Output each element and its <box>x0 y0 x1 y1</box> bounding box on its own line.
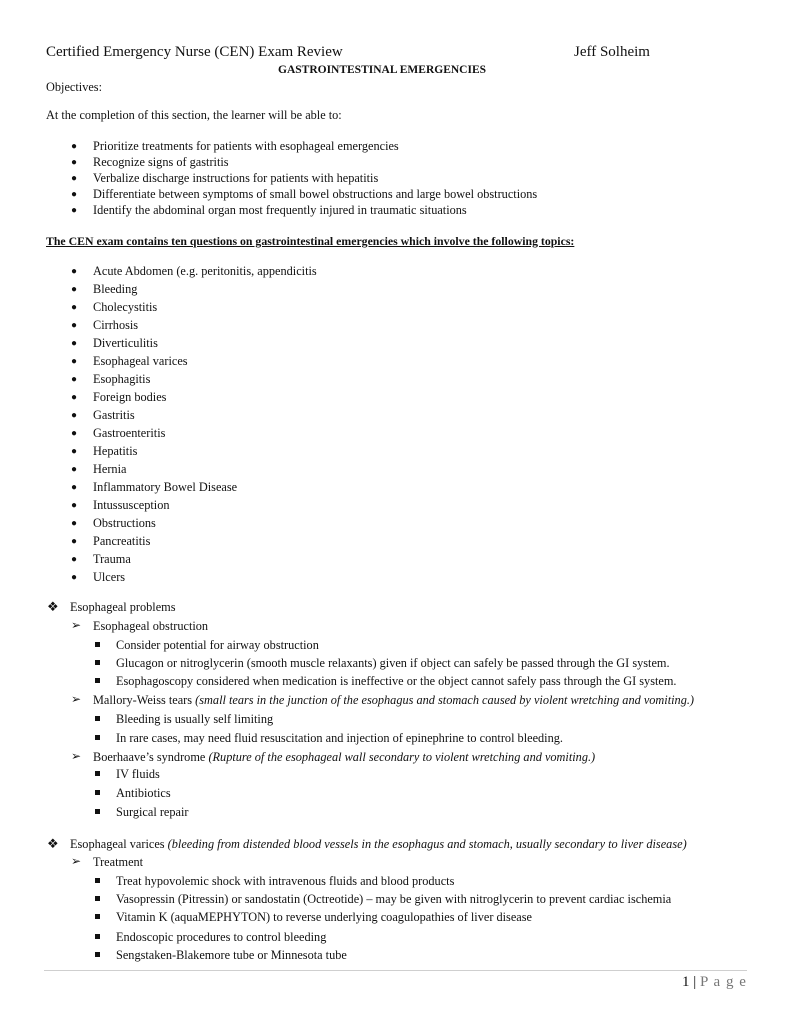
topic-item: Gastroenteritis <box>93 426 166 440</box>
arrow-bullet-icon: ➢ <box>71 618 82 632</box>
topic-item: Ulcers <box>93 570 126 584</box>
footer-separator: | <box>693 974 697 990</box>
subsection-heading <box>93 693 694 708</box>
detail-item: Endoscopic procedures to control bleeding <box>116 930 327 944</box>
bullet-icon: ● <box>71 320 78 331</box>
bullet-icon: ● <box>71 446 78 457</box>
section-title: GASTROINTESTINAL EMERGENCIES <box>278 64 487 76</box>
topic-item: Trauma <box>93 552 131 566</box>
detail-item: Surgical repair <box>116 805 189 819</box>
topic-item: Foreign bodies <box>93 390 167 404</box>
subsection-heading: Treatment <box>93 855 144 869</box>
section-title: Esophageal varices <box>70 837 165 851</box>
bullet-icon: ● <box>71 356 78 367</box>
subsection-description: (Rupture of the esophageal wall secondary to violent wretching and vomiting.) <box>208 750 596 764</box>
square-bullet-icon <box>95 934 100 939</box>
detail-item: In rare cases, may need fluid resuscitation and injection of epinephrine to control bleeding. <box>116 731 563 745</box>
topic-item: Acute Abdomen (e.g. peritonitis, appendicitis <box>93 264 317 278</box>
square-bullet-icon <box>95 952 100 957</box>
detail-item: Esophagoscopy considered when medication is ineffective or the object cannot safely pass through the GI system. <box>116 674 677 688</box>
exam-heading: The CEN exam contains ten questions on gastrointestinal emergencies which involve the following topics: <box>46 234 575 248</box>
objective-item: Verbalize discharge instructions for patients with hepatitis <box>93 171 379 185</box>
diamond-bullet-icon: ❖ <box>47 836 59 851</box>
detail-item: Vitamin K (aquaMEPHYTON) to reverse underlying coagulopathies of liver disease <box>116 910 532 924</box>
bullet-icon: ● <box>71 464 78 475</box>
bullet-icon: ● <box>71 173 78 184</box>
section-heading <box>70 837 687 852</box>
arrow-bullet-icon: ➢ <box>71 692 82 706</box>
objective-item: Identify the abdominal organ most frequently injured in traumatic situations <box>93 203 467 217</box>
bullet-icon: ● <box>71 392 78 403</box>
objective-item: Prioritize treatments for patients with esophageal emergencies <box>93 139 399 153</box>
topic-item: Intussusception <box>93 498 170 512</box>
objective-item: Differentiate between symptoms of small bowel obstructions and large bowel obstructions <box>93 187 538 201</box>
bullet-icon: ● <box>71 428 78 439</box>
square-bullet-icon <box>95 660 100 665</box>
bullet-icon: ● <box>71 266 78 277</box>
bullet-icon: ● <box>71 284 78 295</box>
bullet-icon: ● <box>71 572 78 583</box>
bullet-icon: ● <box>71 338 78 349</box>
document-title: Certified Emergency Nurse (CEN) Exam Review <box>46 44 343 60</box>
detail-item: Treat hypovolemic shock with intravenous fluids and blood products <box>116 874 455 888</box>
detail-item: Glucagon or nitroglycerin (smooth muscle relaxants) given if object can safely be passed through the GI system. <box>116 656 670 670</box>
detail-item: Sengstaken-Blakemore tube or Minnesota tube <box>116 948 347 962</box>
square-bullet-icon <box>95 716 100 721</box>
topic-item: Diverticulitis <box>93 336 158 350</box>
topic-item: Esophageal varices <box>93 354 188 368</box>
topic-item: Obstructions <box>93 516 156 530</box>
subsection-description: (small tears in the junction of the esophagus and stomach caused by violent wretching and vomiting.) <box>195 693 695 707</box>
footer-divider <box>44 970 747 971</box>
section-description: (bleeding from distended blood vessels in the esophagus and stomach, usually secondary to liver disease) <box>167 837 687 851</box>
subsection-title: Boerhaave’s syndrome <box>93 750 206 764</box>
author-name: Jeff Solheim <box>574 44 650 60</box>
square-bullet-icon <box>95 809 100 814</box>
square-bullet-icon <box>95 735 100 740</box>
intro-text: At the completion of this section, the learner will be able to: <box>46 108 342 122</box>
bullet-icon: ● <box>71 536 78 547</box>
bullet-icon: ● <box>71 157 78 168</box>
square-bullet-icon <box>95 896 100 901</box>
bullet-icon: ● <box>71 518 78 529</box>
square-bullet-icon <box>95 878 100 883</box>
topic-item: Hernia <box>93 462 127 476</box>
detail-item: Vasopressin (Pitressin) or sandostatin (Octreotide) – may be given with nitroglycerin to prevent cardiac ischemia <box>116 892 672 906</box>
detail-item: Antibiotics <box>116 786 171 800</box>
topic-item: Pancreatitis <box>93 534 151 548</box>
square-bullet-icon <box>95 642 100 647</box>
page-footer <box>682 974 747 991</box>
subsection-heading: Esophageal obstruction <box>93 619 209 633</box>
subsection-heading <box>93 750 595 765</box>
page-number: 1 <box>682 974 690 990</box>
square-bullet-icon <box>95 914 100 919</box>
arrow-bullet-icon: ➢ <box>71 749 82 763</box>
bullet-icon: ● <box>71 410 78 421</box>
topic-item: Bleeding <box>93 282 138 296</box>
bullet-icon: ● <box>71 554 78 565</box>
diamond-bullet-icon: ❖ <box>47 599 59 614</box>
topic-item: Esophagitis <box>93 372 151 386</box>
topic-item: Gastritis <box>93 408 135 422</box>
square-bullet-icon <box>95 678 100 683</box>
topic-item: Inflammatory Bowel Disease <box>93 480 238 494</box>
bullet-icon: ● <box>71 500 78 511</box>
topic-item: Hepatitis <box>93 444 138 458</box>
bullet-icon: ● <box>71 302 78 313</box>
bullet-icon: ● <box>71 374 78 385</box>
bullet-icon: ● <box>71 482 78 493</box>
objectives-label: Objectives: <box>46 80 103 94</box>
detail-item: Consider potential for airway obstruction <box>116 638 319 652</box>
bullet-icon: ● <box>71 205 78 216</box>
bullet-icon: ● <box>71 189 78 200</box>
bullet-icon: ● <box>71 141 78 152</box>
square-bullet-icon <box>95 790 100 795</box>
topic-item: Cholecystitis <box>93 300 158 314</box>
detail-item: IV fluids <box>116 767 160 781</box>
subsection-title: Mallory-Weiss tears <box>93 693 193 707</box>
square-bullet-icon <box>95 771 100 776</box>
page-label: P a g e <box>700 974 747 990</box>
topic-item: Cirrhosis <box>93 318 139 332</box>
detail-item: Bleeding is usually self limiting <box>116 712 274 726</box>
objective-item: Recognize signs of gastritis <box>93 155 229 169</box>
arrow-bullet-icon: ➢ <box>71 854 82 868</box>
section-heading: Esophageal problems <box>70 600 176 614</box>
